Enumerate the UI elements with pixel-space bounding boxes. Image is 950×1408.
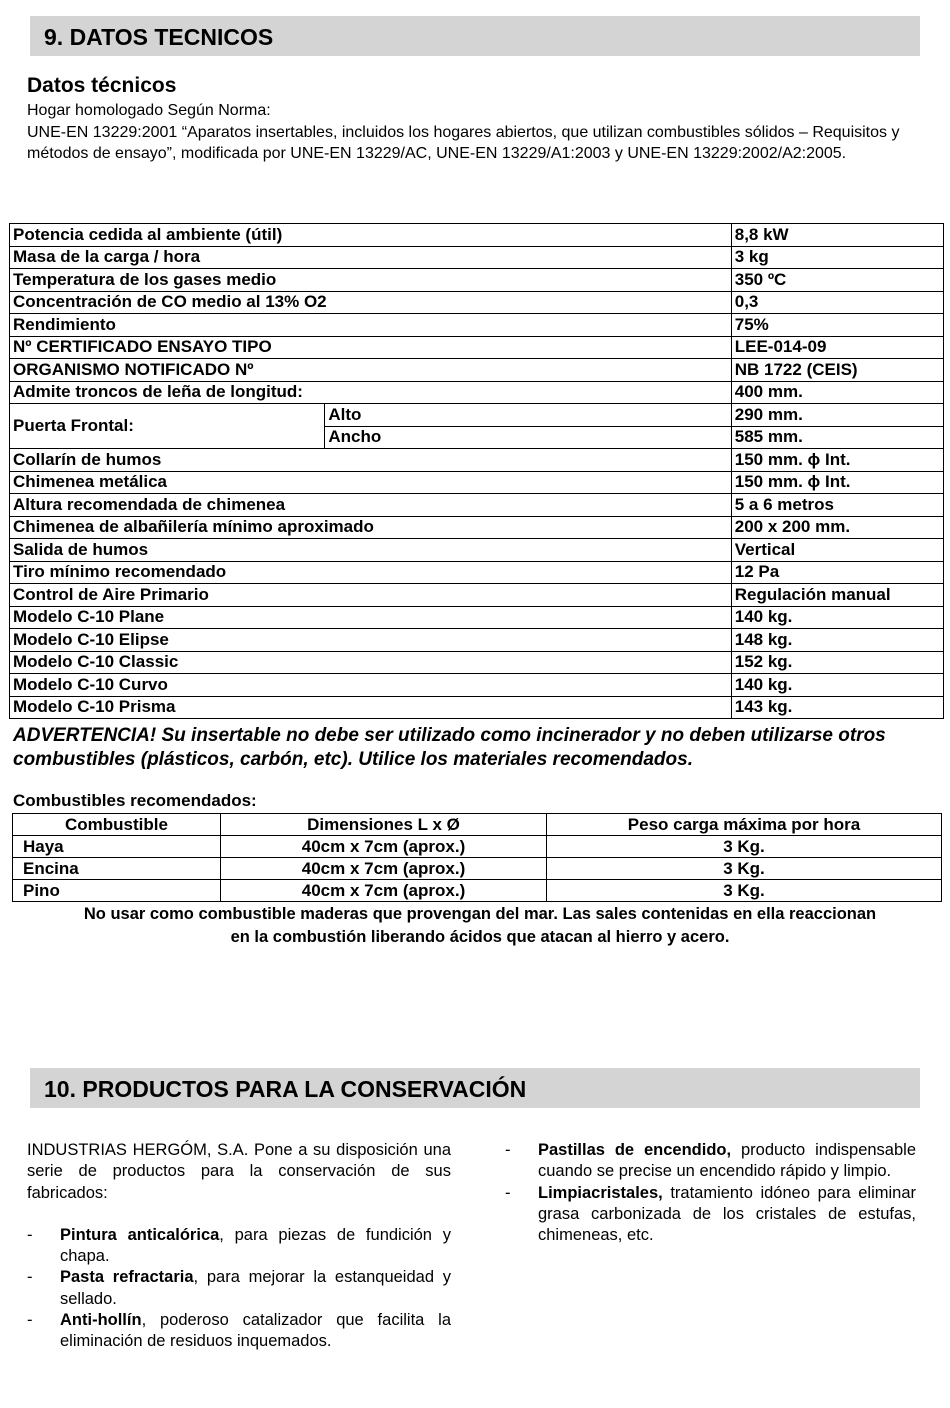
spec-label: Altura recomendada de chimenea	[10, 494, 732, 517]
spec-row	[10, 359, 944, 382]
spec-label: Temperatura de los gases medio	[10, 269, 732, 292]
fuel-row	[13, 880, 942, 902]
product-name: Pasta refractaria	[60, 1268, 194, 1287]
spec-label: Admite troncos de leña de longitud:	[10, 381, 732, 404]
spec-label: Tiro mínimo recomendado	[10, 561, 732, 584]
datos-tecnicos-heading: Datos técnicos	[27, 74, 177, 97]
product-item	[505, 1183, 916, 1247]
spec-value: 75%	[731, 314, 943, 337]
spec-value: 8,8 kW	[731, 224, 943, 247]
warning-line: ADVERTENCIA! Su insertable no debe ser utilizado como incinerador y no deben utilizarse otros	[13, 725, 886, 746]
fuel-dimensions: 40cm x 7cm (aprox.)	[221, 858, 547, 880]
spec-value: 12 Pa	[731, 561, 943, 584]
products-right-column	[505, 1140, 916, 1246]
spec-value: LEE-014-09	[731, 336, 943, 359]
spec-row	[10, 629, 944, 652]
spec-row	[10, 269, 944, 292]
fuel-name: Encina	[13, 858, 221, 880]
spec-row	[10, 606, 944, 629]
product-description: , para piezas de fundición y chapa.	[60, 1225, 451, 1266]
spec-row	[10, 696, 944, 719]
spec-value: 150 mm. ɸ Int.	[731, 449, 943, 472]
spec-value: 152 kg.	[731, 651, 943, 674]
product-item	[27, 1267, 451, 1310]
fuel-dimensions: 40cm x 7cm (aprox.)	[221, 836, 547, 858]
spec-label: Collarín de humos	[10, 449, 732, 472]
fuel-dimensions: 40cm x 7cm (aprox.)	[221, 880, 547, 902]
spec-value: 148 kg.	[731, 629, 943, 652]
product-name: Pintura anticalórica	[60, 1225, 220, 1244]
note-line: No usar como combustible maderas que provengan del mar. Las sales contenidas en ella reaccionan	[83, 905, 877, 923]
fuels-table	[12, 813, 942, 902]
warning-line: combustibles (plásticos, carbón, etc). Utilice los materiales recomendados.	[13, 749, 693, 770]
spec-label: Nº CERTIFICADO ENSAYO TIPO	[10, 336, 732, 359]
section-10-title-bar	[30, 1068, 920, 1108]
spec-value: 5 a 6 metros	[731, 494, 943, 517]
spec-value: 0,3	[731, 291, 943, 314]
section-9-title-bar	[30, 16, 920, 56]
spec-value: 143 kg.	[731, 696, 943, 719]
fuel-row	[13, 858, 942, 880]
spec-label: ORGANISMO NOTIFICADO Nº	[10, 359, 732, 382]
products-left-column	[27, 1140, 451, 1353]
spec-row	[10, 381, 944, 404]
technical-specs-table	[9, 223, 944, 719]
spec-row	[10, 651, 944, 674]
door-dimension-value: 290 mm.	[731, 404, 943, 427]
door-label: Puerta Frontal:	[10, 404, 325, 449]
spec-label: Salida de humos	[10, 539, 732, 562]
product-name: Pastillas de encendido,	[538, 1141, 732, 1159]
product-description: , poderoso catalizador que facilita la eliminación de residuos inquemados.	[60, 1311, 451, 1351]
spec-value: NB 1722 (CEIS)	[731, 359, 943, 382]
spec-value: 350 ºC	[731, 269, 943, 292]
product-name: Limpiacristales,	[538, 1183, 663, 1202]
product-item	[27, 1310, 451, 1353]
spec-row	[10, 516, 944, 539]
spec-label: Rendimiento	[10, 314, 732, 337]
fuel-row	[13, 836, 942, 858]
spec-label: Chimenea de albañilería mínimo aproximado	[10, 516, 732, 539]
spec-label: Control de Aire Primario	[10, 584, 732, 607]
spec-value: Regulación manual	[731, 584, 943, 607]
fuel-weight: 3 Kg.	[547, 880, 942, 902]
fuel-weight: 3 Kg.	[547, 836, 942, 858]
fuels-header-dimensiones: Dimensiones L x Ø	[221, 814, 547, 836]
spec-row	[10, 539, 944, 562]
spec-row	[10, 224, 944, 247]
fuels-header-row	[13, 814, 942, 836]
sea-wood-note	[10, 903, 950, 948]
fuel-name: Pino	[13, 880, 221, 902]
spec-row	[10, 674, 944, 697]
spec-row	[10, 471, 944, 494]
spec-label: Concentración de CO medio al 13% O2	[10, 291, 732, 314]
spec-row	[10, 494, 944, 517]
fuel-weight: 3 Kg.	[547, 858, 942, 880]
spec-label: Masa de la carga / hora	[10, 246, 732, 269]
spec-row	[10, 449, 944, 472]
fuels-header-combustible: Combustible	[13, 814, 221, 836]
note-line: en la combustión liberando ácidos que atacan al hierro y acero.	[230, 927, 730, 946]
spec-row	[10, 561, 944, 584]
door-row	[10, 404, 944, 427]
spec-value: 150 mm. ɸ Int.	[731, 471, 943, 494]
spec-value: Vertical	[731, 539, 943, 562]
fuel-name: Haya	[13, 836, 221, 858]
section-9-title: 9. DATOS TECNICOS	[44, 24, 274, 50]
warning-text	[13, 724, 950, 772]
spec-value: 200 x 200 mm.	[731, 516, 943, 539]
door-dimension-label: Alto	[325, 404, 731, 427]
spec-value: 140 kg.	[731, 606, 943, 629]
spec-label: Modelo C-10 Plane	[10, 606, 732, 629]
spec-row	[10, 336, 944, 359]
fuels-title: Combustibles recomendados:	[13, 791, 257, 810]
norma-description: UNE-EN 13229:2001 “Aparatos insertables, incluidos los hogares abiertos, que utilizan combustibles sólidos – Requisitos y métodos de ensayo”, modificada por UNE-EN 13229/AC, UNE-EN 13229/A1:2003 y UNE-EN 13229:2002/A2:2005.	[27, 123, 900, 162]
product-item	[505, 1140, 916, 1183]
spec-row	[10, 584, 944, 607]
spec-value: 400 mm.	[731, 381, 943, 404]
product-description: , para mejorar la estanqueidad y sellado.	[60, 1268, 452, 1308]
spec-label: Potencia cedida al ambiente (útil)	[10, 224, 732, 247]
product-description: producto indispensable cuando se precise un encendido rápido y limpio.	[538, 1141, 916, 1181]
section-10-title: 10. PRODUCTOS PARA LA CONSERVACIÓN	[44, 1076, 527, 1102]
spec-label: Modelo C-10 Prisma	[10, 696, 732, 719]
norma-line: Hogar homologado Según Norma:	[27, 102, 271, 119]
spec-row	[10, 291, 944, 314]
products-list-right	[505, 1140, 916, 1246]
door-dimension-label: Ancho	[325, 426, 731, 449]
spec-value: 3 kg	[731, 246, 943, 269]
intro-block	[27, 72, 917, 165]
products-intro: INDUSTRIAS HERGÓM, S.A. Pone a su disposición una serie de productos para la conservación de sus fabricados:	[27, 1141, 451, 1202]
products-list-left	[27, 1225, 451, 1353]
spec-label: Modelo C-10 Classic	[10, 651, 732, 674]
spec-row	[10, 314, 944, 337]
spec-row	[10, 246, 944, 269]
product-item	[27, 1225, 451, 1268]
product-description: tratamiento idóneo para eliminar grasa carbonizada de los cristales de estufas, chimeneas, etc.	[538, 1183, 916, 1245]
fuels-header-peso: Peso carga máxima por hora	[547, 814, 942, 836]
spec-label: Chimenea metálica	[10, 471, 732, 494]
product-name: Anti-hollín	[60, 1311, 142, 1330]
spec-label: Modelo C-10 Elipse	[10, 629, 732, 652]
spec-label: Modelo C-10 Curvo	[10, 674, 732, 697]
spec-value: 140 kg.	[731, 674, 943, 697]
door-dimension-value: 585 mm.	[731, 426, 943, 449]
